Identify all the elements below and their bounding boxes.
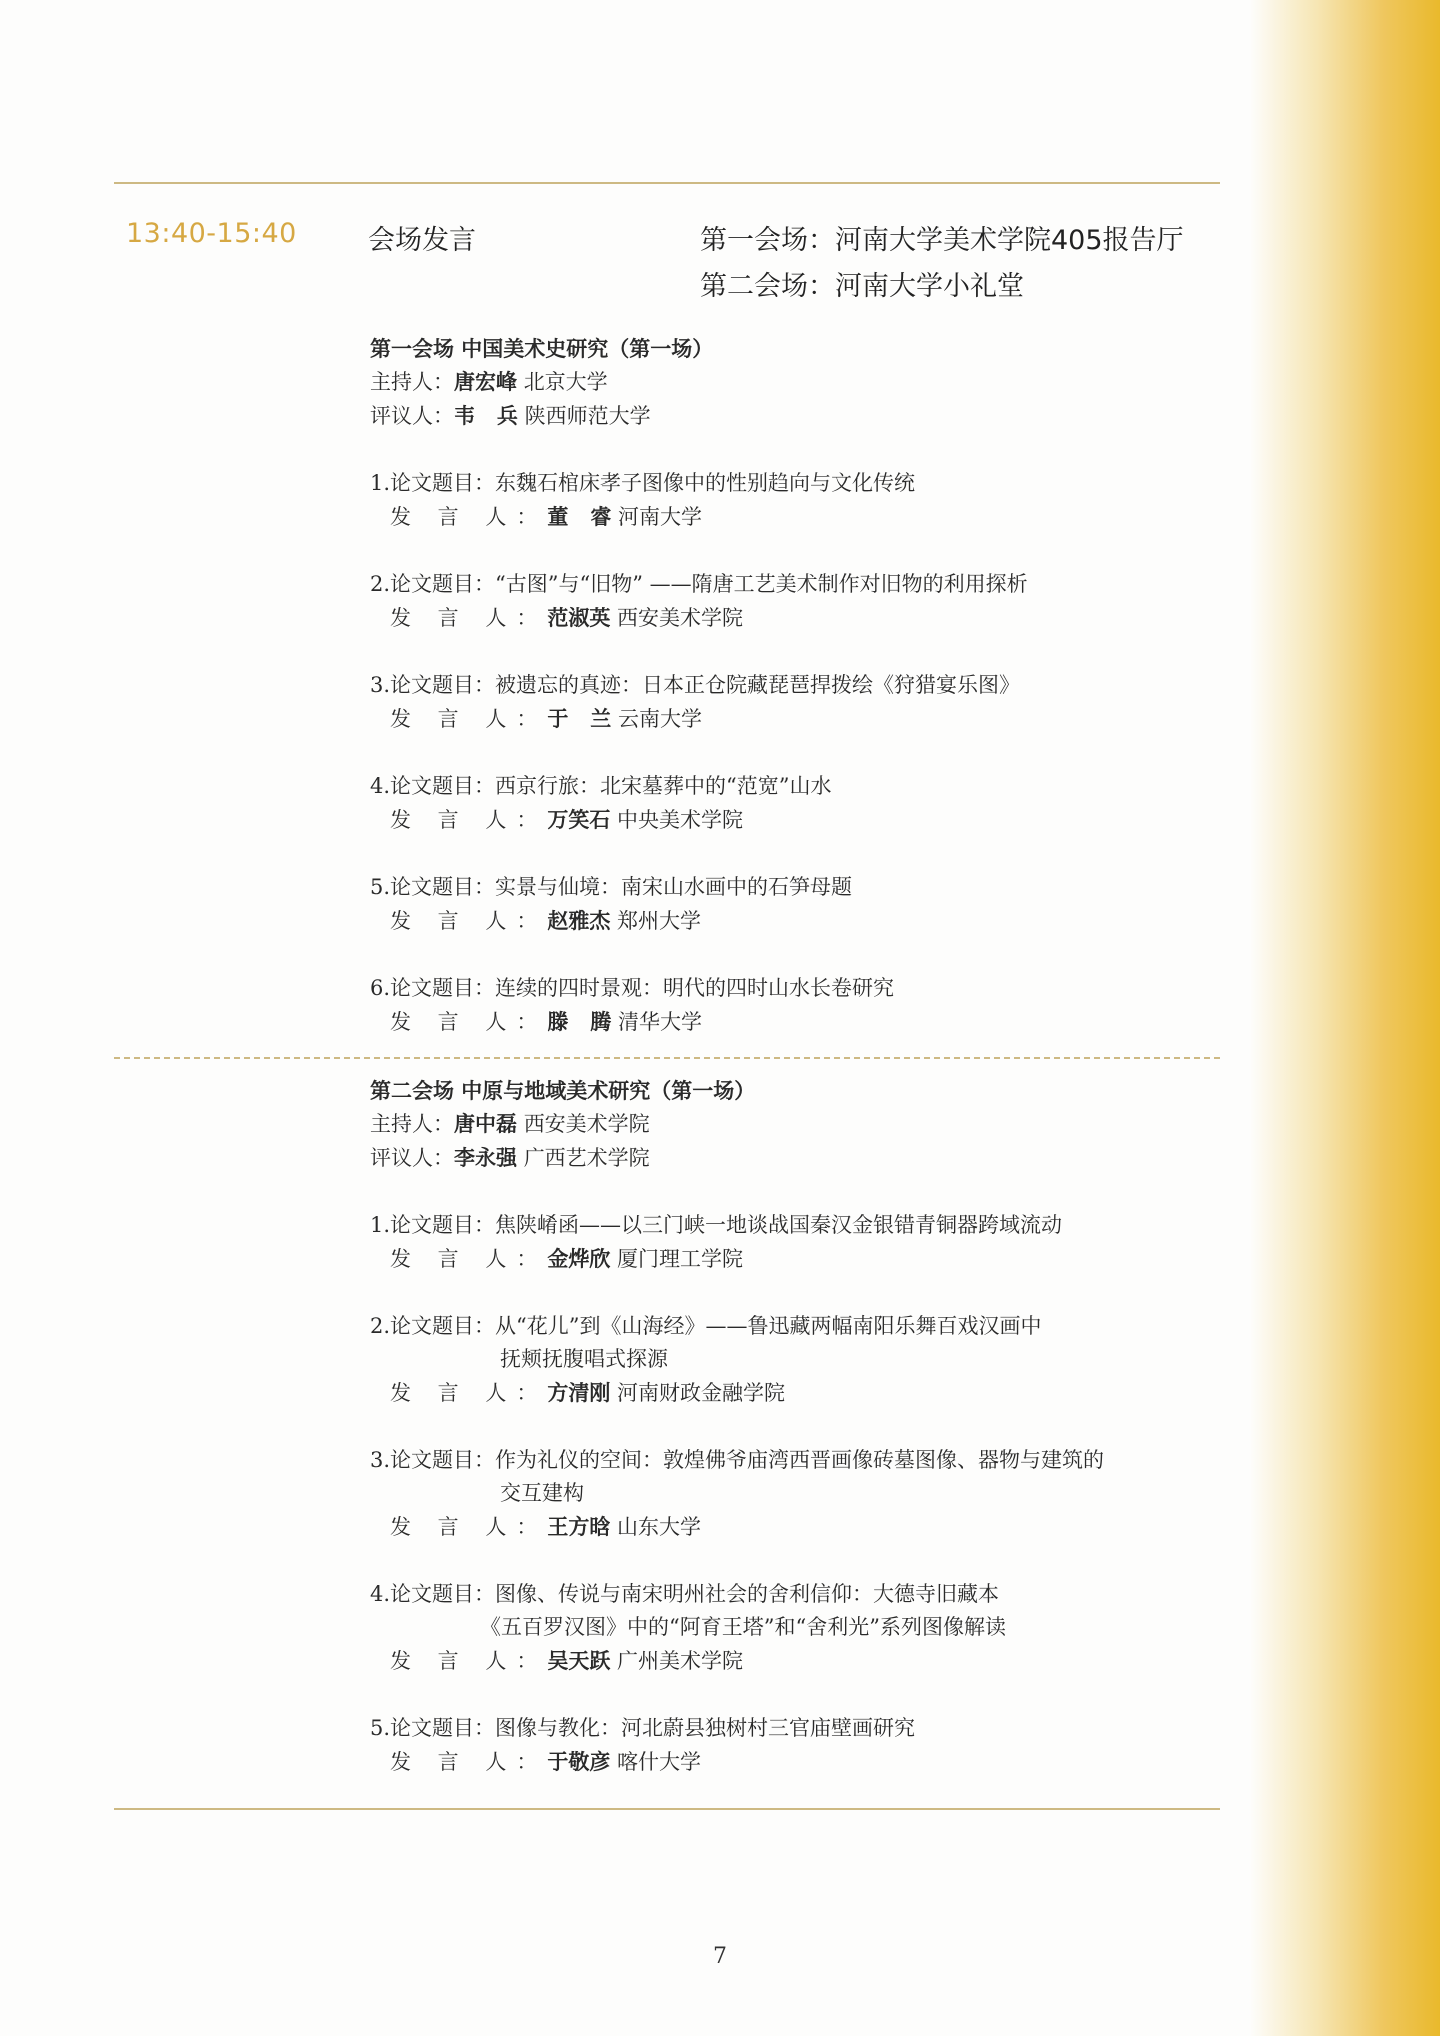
speaker-org: 厦门理工学院: [617, 1247, 744, 1271]
paper-title: 西京行旅：北宋墓葬中的“范宽”山水: [495, 774, 832, 798]
speaker-org: 河南大学: [617, 505, 702, 529]
paper-item: 1.论文题目：焦陕崤函——以三门峡一地谈战国秦汉金银错青铜器跨域流动 发 言 人：金烨欣 厦门理工学院: [370, 1213, 1063, 1271]
session-1-host: 主持人：唐宏峰 北京大学: [370, 369, 608, 394]
paper-title: “古图”与“旧物” ——隋唐工艺美术制作对旧物的利用探析: [495, 572, 1028, 596]
venue-1: 第一会场：河南大学美术学院405报告厅: [700, 225, 1184, 256]
session-time: 13:40-15:40: [126, 218, 297, 249]
paper-item: 5.论文题目：实景与仙境：南宋山水画中的石笋母题 发 言 人：赵雅杰 郑州大学: [370, 875, 853, 933]
paper-title: 作为礼仪的空间：敦煌佛爷庙湾西晋画像砖墓图像、器物与建筑的: [495, 1448, 1105, 1472]
gold-gradient-band: [1250, 0, 1440, 2036]
session-divider: [114, 1057, 1220, 1059]
session-2-host: 主持人：唐中磊 西安美术学院: [370, 1111, 650, 1136]
session-2-title: 第二会场 中原与地域美术研究（第一场）: [370, 1078, 756, 1103]
top-divider: [114, 182, 1220, 184]
event-type: 会场发言: [368, 225, 476, 256]
speaker-org: 西安美术学院: [617, 606, 744, 630]
paper-title: 图像、传说与南宋明州社会的舍利信仰：大德寺旧藏本: [495, 1582, 1000, 1606]
speaker-name: 于 兰: [547, 706, 612, 731]
session-2-commentator: 评议人：李永强 广西艺术学院: [370, 1145, 650, 1170]
speaker-name: 万笑石: [547, 807, 611, 832]
speaker-name: 赵雅杰: [547, 908, 611, 933]
speaker-name: 方清刚: [547, 1380, 611, 1405]
speaker-name: 王方晗: [547, 1514, 611, 1539]
speaker-name: 滕 腾: [547, 1009, 612, 1034]
paper-item: 5.论文题目：图像与教化：河北蔚县独树村三官庙壁画研究 发 言 人：于敬彦 喀什大学: [370, 1716, 916, 1774]
paper-item: 2.论文题目：“古图”与“旧物” ——隋唐工艺美术制作对旧物的利用探析 发 言 人：范淑英 西安美术学院: [370, 572, 1028, 630]
session-1-commentator: 评议人：韦 兵 陕西师范大学: [370, 403, 651, 428]
session-1: [370, 332, 1028, 1039]
paper-item: 6.论文题目：连续的四时景观：明代的四时山水长卷研究 发 言 人：滕 腾 清华大学: [370, 976, 895, 1034]
paper-title: 被遗忘的真迹：日本正仓院藏琵琶捍拨绘《狩猎宴乐图》: [495, 673, 1021, 697]
speaker-name: 范淑英: [547, 605, 611, 630]
paper-item: 3.论文题目：作为礼仪的空间：敦煌佛爷庙湾西晋画像砖墓图像、器物与建筑的 交互建构 发 言 人：王方晗 山东大学: [370, 1448, 1105, 1539]
speaker-name: 董 睿: [547, 504, 612, 529]
speaker-org: 中央美术学院: [617, 808, 744, 832]
speaker-org: 山东大学: [617, 1515, 702, 1539]
paper-title: 东魏石棺床孝子图像中的性别趋向与文化传统: [495, 471, 916, 495]
speaker-org: 广州美术学院: [617, 1649, 744, 1673]
paper-title: 从“花儿”到《山海经》——鲁迅藏两幅南阳乐舞百戏汉画中: [495, 1314, 1042, 1338]
venue-list: [700, 218, 1184, 310]
paper-item: 4.论文题目：西京行旅：北宋墓葬中的“范宽”山水 发 言 人：万笑石 中央美术学院: [370, 774, 832, 832]
speaker-name: 于敬彦: [547, 1749, 611, 1774]
bottom-divider: [114, 1808, 1220, 1810]
speaker-name: 吴天跃: [547, 1648, 611, 1673]
paper-title: 焦陕崤函——以三门峡一地谈战国秦汉金银错青铜器跨域流动: [495, 1213, 1063, 1237]
paper-title: 连续的四时景观：明代的四时山水长卷研究: [495, 976, 895, 1000]
session-2: [370, 1074, 1104, 1779]
paper-item: 2.论文题目：从“花儿”到《山海经》——鲁迅藏两幅南阳乐舞百戏汉画中 抚颊抚腹唱式探源 发 言 人：方清刚 河南财政金融学院: [370, 1310, 1104, 1410]
page-number: 7: [713, 1944, 727, 1969]
paper-title: 实景与仙境：南宋山水画中的石笋母题: [495, 875, 853, 899]
speaker-org: 清华大学: [617, 1010, 702, 1034]
speaker-org: 河南财政金融学院: [617, 1381, 786, 1405]
speaker-name: 金烨欣: [547, 1246, 611, 1271]
paper-title-continued: 抚颊抚腹唱式探源: [500, 1347, 668, 1371]
paper-item: 4.论文题目：图像、传说与南宋明州社会的舍利信仰：大德寺旧藏本 《五百罗汉图》中的“阿育王塔”和“舍利光”系列图像解读 发 言 人：吴天跃 广州美术学院: [370, 1578, 1104, 1678]
speaker-org: 喀什大学: [617, 1750, 702, 1774]
speaker-org: 郑州大学: [617, 909, 702, 933]
paper-title: 图像与教化：河北蔚县独树村三官庙壁画研究: [495, 1716, 916, 1740]
session-1-title: 第一会场 中国美术史研究（第一场）: [370, 336, 714, 361]
paper-item: 1.论文题目：东魏石棺床孝子图像中的性别趋向与文化传统 发 言 人：董 睿 河南大学: [370, 471, 916, 529]
paper-item: 3.论文题目：被遗忘的真迹：日本正仓院藏琵琶捍拨绘《狩猎宴乐图》 发 言 人：于 兰 云南大学: [370, 673, 1021, 731]
paper-title-continued: 《五百罗汉图》中的“阿育王塔”和“舍利光”系列图像解读: [480, 1615, 1006, 1639]
paper-title-continued: 交互建构: [500, 1481, 584, 1505]
venue-2: 第二会场：河南大学小礼堂: [700, 271, 1024, 302]
speaker-org: 云南大学: [617, 707, 702, 731]
